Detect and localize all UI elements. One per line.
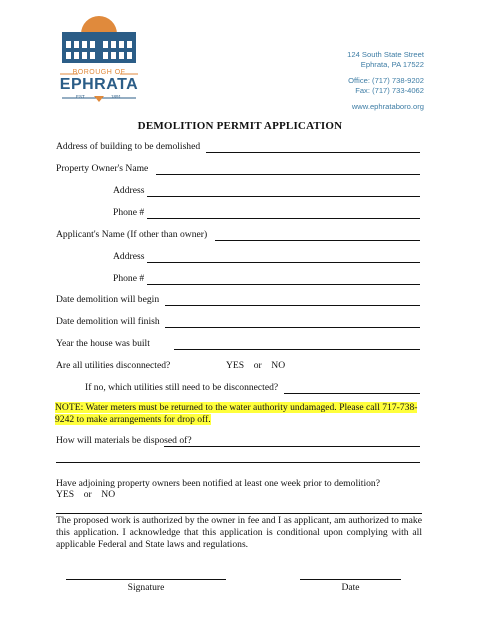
label-owner-phone: Phone # bbox=[113, 207, 145, 218]
contact-city: Ephrata, PA 17522 bbox=[360, 60, 424, 69]
contact-web[interactable]: www.ephrataboro.org bbox=[351, 102, 424, 111]
logo-text-main: EPHRATA bbox=[59, 76, 139, 93]
field-materials-line2[interactable] bbox=[56, 462, 420, 463]
field-materials[interactable] bbox=[164, 446, 420, 447]
field-address-demolished[interactable] bbox=[206, 152, 420, 153]
label-utilities-followup: If no, which utilities still need to be disconnected? bbox=[85, 382, 279, 393]
label-notified: Have adjoining property owners been notified at least one week prior to demolition? bbox=[56, 478, 380, 489]
field-applicant-address[interactable] bbox=[147, 262, 420, 263]
label-applicant-address: Address bbox=[113, 251, 145, 262]
label-utilities: Are all utilities disconnected? bbox=[56, 360, 171, 371]
logo-text-top: BOROUGH OF bbox=[72, 69, 126, 76]
label-owner-address: Address bbox=[113, 185, 145, 196]
logo-year: 1891 bbox=[111, 94, 122, 99]
label-year-built: Year the house was built bbox=[56, 338, 150, 349]
page-title: DEMOLITION PERMIT APPLICATION bbox=[137, 120, 343, 132]
label-applicant-phone: Phone # bbox=[113, 273, 145, 284]
contact-office: Office: (717) 738-9202 bbox=[348, 76, 424, 85]
field-applicant-phone[interactable] bbox=[147, 284, 420, 285]
borough-logo bbox=[56, 14, 142, 104]
field-owner-phone[interactable] bbox=[147, 218, 420, 219]
contact-fax: Fax: (717) 733-4062 bbox=[355, 86, 424, 95]
contact-street: 124 South State Street bbox=[347, 50, 424, 59]
note-text: NOTE: Water meters must be returned to the water authority undamaged. Please call 717-738-9242 to make arrangements for drop off. bbox=[55, 402, 418, 425]
notified-yes-no[interactable]: YES or NO bbox=[56, 489, 116, 500]
field-owner-address[interactable] bbox=[147, 196, 420, 197]
signature-line[interactable] bbox=[66, 579, 226, 580]
field-owner-name[interactable] bbox=[156, 174, 420, 175]
separator-line bbox=[56, 513, 422, 514]
field-year-built[interactable] bbox=[174, 349, 420, 350]
label-address-demolished: Address of building to be demolished bbox=[56, 141, 201, 152]
label-owner-name: Property Owner's Name bbox=[56, 163, 149, 174]
contact-block bbox=[347, 50, 424, 112]
label-date-finish: Date demolition will finish bbox=[56, 316, 160, 327]
date-line[interactable] bbox=[300, 579, 401, 580]
field-date-begin[interactable] bbox=[165, 305, 420, 306]
label-applicant-name: Applicant's Name (If other than owner) bbox=[56, 229, 208, 240]
water-meter-note bbox=[55, 402, 422, 426]
label-date-begin: Date demolition will begin bbox=[56, 294, 160, 305]
field-utilities-followup[interactable] bbox=[284, 393, 420, 394]
logo-est: EST. bbox=[76, 94, 86, 99]
authorization-statement: The proposed work is authorized by the owner in fee and I as applicant, am authorized to make this application. I acknowledge that this application is conditional upon complying with all applicable Federal and State laws and regulations. bbox=[56, 515, 422, 550]
field-applicant-name[interactable] bbox=[215, 240, 420, 241]
signature-label: Signature bbox=[127, 582, 165, 593]
utilities-yes-no[interactable]: YES or NO bbox=[226, 360, 286, 371]
field-date-finish[interactable] bbox=[165, 327, 420, 328]
label-materials: How will materials be disposed of? bbox=[56, 435, 192, 446]
date-label: Date bbox=[341, 582, 360, 593]
